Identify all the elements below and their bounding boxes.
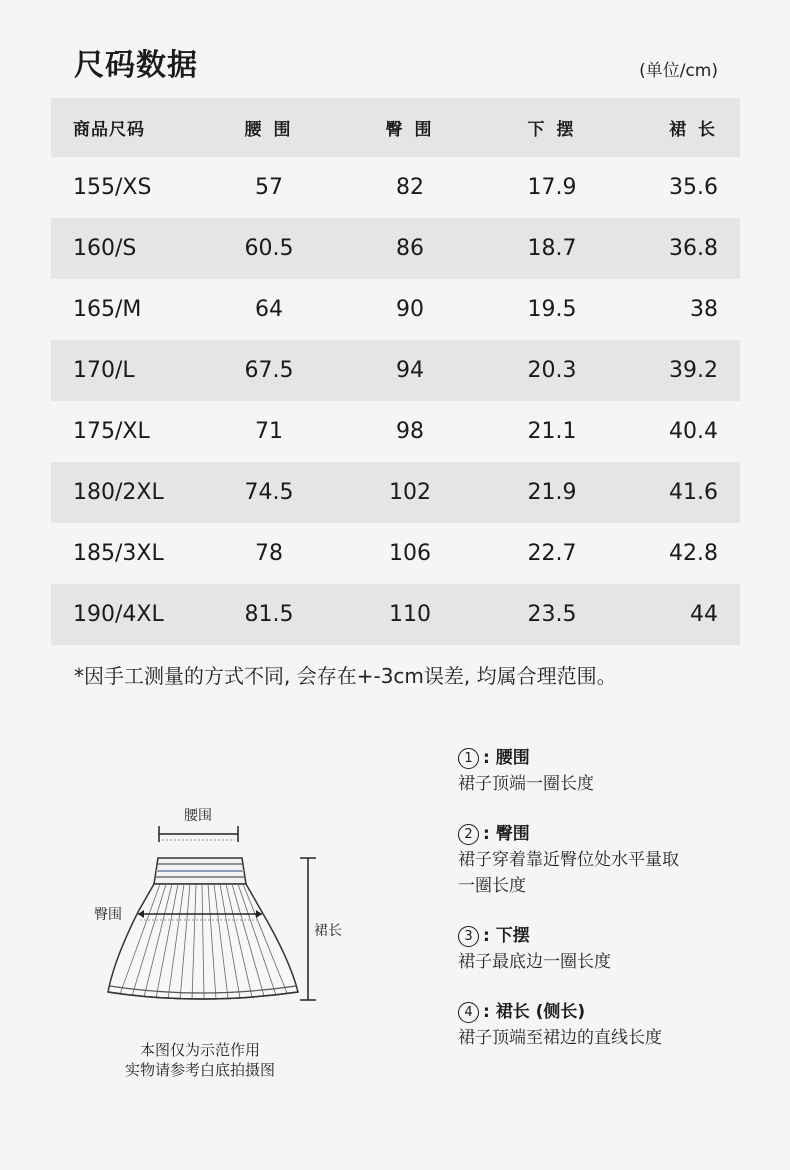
table-row [51,462,740,523]
length-label: 裙长 [314,923,342,939]
cell-hem: 21.9 [527,480,577,505]
caption-line-1: 本图仅为示范作用 [139,1041,260,1059]
cell-size: 155/XS [73,175,152,200]
table-row [51,157,740,218]
definition-text: 裙子穿着靠近臀位处水平量取 [458,850,679,870]
number-3-icon: 3 [458,926,479,947]
table-header-row [51,98,740,157]
definition-title: : 腰围 [483,748,530,768]
caption-line-2: 实物请参考白底拍摄图 [124,1061,275,1079]
table-row [51,401,740,462]
cell-size: 190/4XL [73,602,164,627]
number-2-icon: 2 [458,824,479,845]
table-row [51,279,740,340]
table-row [51,218,740,279]
skirt-diagram [80,800,360,1010]
measurement-definitions [458,745,758,1075]
definition-hem [458,923,758,975]
cell-waist: 81.5 [244,602,294,627]
cell-hem: 21.1 [527,419,577,444]
definition-text: 一圈长度 [458,876,526,896]
cell-hem: 20.3 [527,358,577,383]
cell-length: 40.4 [669,419,718,444]
cell-size: 180/2XL [73,480,164,505]
definition-waist [458,745,758,797]
cell-waist: 60.5 [244,236,294,261]
cell-hip: 106 [389,541,431,566]
cell-hem: 19.5 [527,297,577,322]
cell-waist: 64 [255,297,283,322]
definition-text: 裙子顶端一圈长度 [458,774,594,794]
header-length: 裙 长 [669,120,718,140]
cell-length: 35.6 [669,175,718,200]
header-size: 商品尺码 [73,120,145,140]
size-table [51,98,740,645]
header-hip: 臀 围 [385,120,435,140]
cell-waist: 74.5 [244,480,294,505]
cell-hip: 90 [396,297,424,322]
cell-waist: 78 [255,541,283,566]
definition-title: : 臀围 [483,824,530,844]
definition-title: : 裙长 (侧长) [483,1002,586,1022]
number-4-icon: 4 [458,1002,479,1023]
cell-hip: 98 [396,419,424,444]
cell-hip: 94 [396,358,424,383]
diagram-caption [100,1040,300,1080]
skirt-illustration [80,800,360,1010]
cell-hem: 18.7 [527,236,577,261]
header-hem: 下 摆 [527,120,577,140]
cell-size: 160/S [73,236,137,261]
cell-length: 38 [690,297,718,322]
measurement-note: *因手工测量的方式不同, 会存在+-3cm误差, 均属合理范围。 [74,664,617,688]
header-waist: 腰 围 [244,120,294,140]
definition-hip [458,821,758,899]
cell-length: 39.2 [669,358,718,383]
cell-waist: 57 [255,175,283,200]
definition-text: 裙子顶端至裙边的直线长度 [458,1028,662,1048]
waist-label: 腰围 [184,808,212,824]
cell-size: 175/XL [73,419,150,444]
cell-hem: 23.5 [527,602,577,627]
cell-hem: 17.9 [527,175,577,200]
number-1-icon: 1 [458,748,479,769]
cell-hip: 102 [389,480,431,505]
definition-text: 裙子最底边一圈长度 [458,952,611,972]
cell-hem: 22.7 [527,541,577,566]
cell-size: 170/L [73,358,135,383]
table-row [51,584,740,645]
cell-size: 185/3XL [73,541,164,566]
table-row [51,340,740,401]
cell-size: 165/M [73,297,142,322]
cell-length: 42.8 [669,541,718,566]
cell-waist: 67.5 [244,358,294,383]
page-title: 尺码数据 [74,48,198,83]
cell-length: 41.6 [669,480,718,505]
cell-hip: 110 [389,602,431,627]
cell-length: 36.8 [669,236,718,261]
cell-hip: 86 [396,236,424,261]
definition-length [458,999,758,1051]
hip-label: 臀围 [94,907,122,923]
table-row [51,523,740,584]
definition-title: : 下摆 [483,926,530,946]
cell-hip: 82 [396,175,424,200]
unit-label: (单位/cm) [639,61,718,81]
cell-length: 44 [690,602,718,627]
cell-waist: 71 [255,419,283,444]
